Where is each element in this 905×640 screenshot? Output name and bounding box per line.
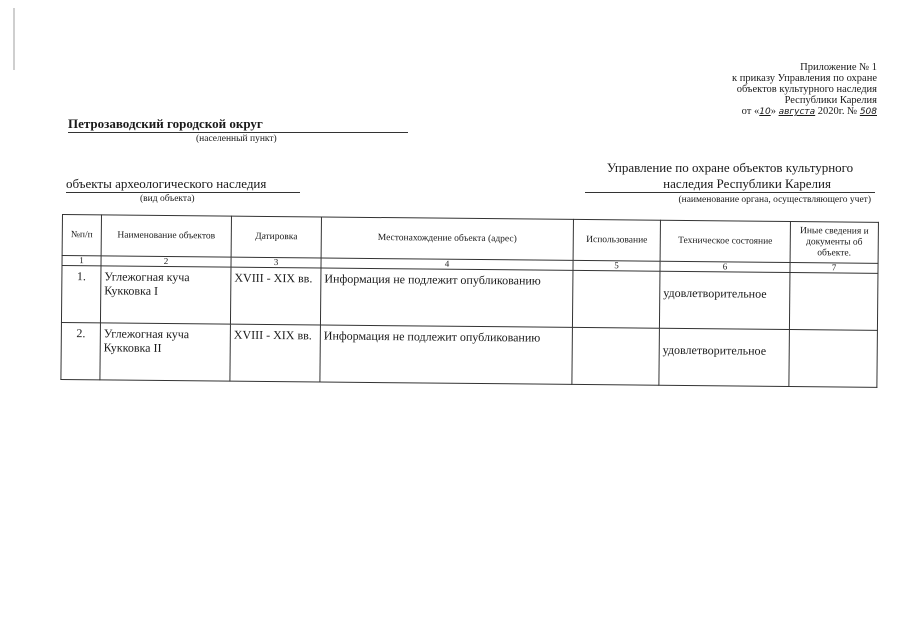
object-type-caption: (вид объекта) <box>140 194 195 204</box>
object-usage <box>572 270 660 328</box>
column-number: 6 <box>660 261 790 272</box>
object-type-field <box>66 176 300 204</box>
appendix-line-1: Приложение № 1 <box>800 62 877 73</box>
appendix-header <box>657 62 877 118</box>
locality-field <box>68 116 408 144</box>
authority-caption: (наименование органа, осуществляющего учет) <box>678 195 871 205</box>
date-mid: » <box>770 106 779 117</box>
order-month: августа <box>778 107 816 117</box>
object-name: Углежогная куча Кукковка I <box>100 266 231 324</box>
column-number: 2 <box>101 256 231 267</box>
object-other <box>789 272 878 330</box>
header-cell: Датировка <box>231 216 321 258</box>
column-number: 5 <box>573 260 660 271</box>
order-date-line <box>657 106 877 118</box>
table-row <box>61 322 878 387</box>
object-name: Углежогная куча Кукковка II <box>100 323 231 381</box>
header-cell: Наименование объектов <box>101 215 231 257</box>
scan-edge-mark <box>13 8 15 70</box>
order-number: 508 <box>859 107 877 117</box>
date-prefix: от « <box>741 106 760 117</box>
header-cell: Техническое состояние <box>660 220 790 262</box>
column-number: 3 <box>231 257 321 268</box>
object-usage <box>572 327 660 385</box>
object-type-value: объекты археологического наследия <box>66 176 300 193</box>
object-dating: XVIII - XIX вв. <box>230 267 321 325</box>
header-cell: Местонахождение объекта (адрес) <box>321 217 573 260</box>
object-location: Информация не подлежит опубликованию <box>320 325 573 384</box>
locality-caption: (населенный пункт) <box>196 134 277 144</box>
date-suffix: 2020г. № <box>815 106 860 117</box>
header-cell: №п/п <box>62 215 101 256</box>
appendix-line-2: к приказу Управления по охране <box>732 73 877 84</box>
column-number: 4 <box>321 258 573 270</box>
registry-table-wrapper <box>60 214 878 388</box>
header-cell: Иные сведения и документы об объекте. <box>790 221 878 263</box>
row-number: 2. <box>61 322 101 379</box>
column-number: 1 <box>62 256 101 266</box>
appendix-line-4: Республики Карелия <box>784 95 877 106</box>
appendix-line-3: объектов культурного наследия <box>736 84 877 95</box>
object-location: Информация не подлежит опубликованию <box>320 268 573 327</box>
row-number: 1. <box>61 266 101 323</box>
locality-value: Петрозаводский городской округ <box>68 116 408 133</box>
authority-line-1: Управление по охране объектов культурного <box>606 160 854 175</box>
object-dating: XVIII - XIX вв. <box>230 324 321 382</box>
authority-field <box>585 160 875 205</box>
object-condition: удовлетворительное <box>659 271 790 329</box>
column-number: 7 <box>790 262 878 273</box>
object-other <box>789 329 878 387</box>
table-row <box>61 266 878 331</box>
header-cell: Использование <box>573 219 660 261</box>
authority-line-2: наследия Республики Карелия <box>585 176 875 193</box>
registry-table <box>60 214 879 388</box>
order-day: 10 <box>759 107 771 117</box>
object-condition: удовлетворительное <box>659 328 790 386</box>
